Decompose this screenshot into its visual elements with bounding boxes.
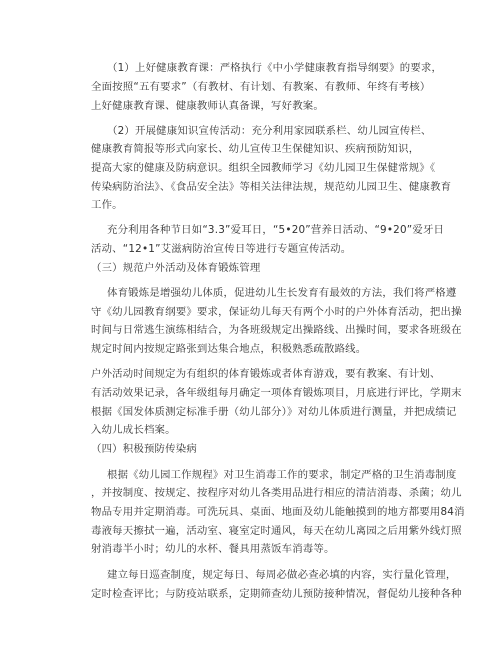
text-line: 户外活动时间规定为有组织的体育锻炼或者体育游戏，要有教案、有计划、 (91, 368, 441, 380)
text-line: 上好健康教育课、健康教师认真备课，写好教案。 (91, 100, 324, 112)
text-line: 守《幼儿园教育纲要》要求，保证幼儿每天有两个小时的户外体育活动，把出操 (91, 306, 462, 318)
text-line: 充分利用各种节日如“3.3”爱耳日，“5•20”营养日活动、“9•20”爱牙日 (107, 224, 445, 236)
text-line: 毒液每天擦拭一遍，活动室、寝室定时通风，每天在幼儿离园之后用紫外线灯照 (91, 525, 462, 537)
section-heading: （四）积极预防传染病 (91, 443, 197, 455)
text-line: 建立每日巡查制度，规定每日、每周必做必查必填的内容，实行量化管理， (107, 569, 457, 581)
text-line: 物品专用并定期消毒。可洗玩具、桌面、地面及幼儿能触摸到的地方都要用84消 (91, 506, 465, 518)
text-line: 根据《幼儿园工作规程》对卫生消毒工作的要求，制定严格的卫生消毒制度 (107, 469, 457, 481)
text-line: ，并按制度、按规定、按程序对幼儿各类用品进行相应的清洁消毒、杀菌；幼儿 (91, 487, 462, 499)
text-line: 有活动效果记录，各年级组每月确定一项体育锻炼项目，月底进行评比，学期末 (91, 387, 462, 399)
text-line: 提高大家的健康及防病意识。组织全园教师学习《幼儿园卫生保健常规》《 (91, 162, 436, 174)
text-line: （2）开展健康知识宣传活动：充分利用家园联系栏、幼儿园宣传栏、 (107, 125, 432, 137)
text-line: 工作。 (91, 199, 123, 211)
text-line: 射消毒半小时；幼儿的水杯、餐具用蒸饭车消毒等。 (91, 543, 335, 555)
text-line: 健康教育简报等形式向家长、幼儿宣传卫生保健知识、疾病预防知识， (91, 143, 420, 155)
text-line: 时间与日常逃生演练相结合，为各班级规定出操路线、出操时间，要求各班级在 (91, 324, 462, 336)
text-line: 全面按照“五有要求”（有教材、有计划、有教案、有教师、年终有考核） (91, 81, 431, 93)
text-line: 根据《国发体质测定标准手册（幼儿部分）》对幼儿体质进行测量，并把成绩记 (91, 406, 457, 418)
text-line: 活动、“12•1”艾滋病防治宣传日等进行专题宣传活动。 (91, 243, 352, 255)
section-heading: （三）规范户外活动及体育锻炼管理 (91, 262, 261, 274)
text-line: 规定时间内按规定路张到达集合地点，积极熟悉疏散路线。 (91, 343, 367, 355)
text-line: 入幼儿成长档案。 (91, 424, 176, 436)
text-line: 体育锻炼是增强幼儿体质，促进幼儿生长发育有最效的方法，我们将严格遵 (107, 287, 457, 299)
text-line: （1）上好健康教育课：严格执行《中小学健康教育指导纲要》的要求， (107, 62, 443, 74)
text-line: 传染病防治法》、《食品安全法》等相关法律法规，规范幼儿园卫生、健康教育 (91, 181, 452, 193)
text-line: 定时检查评比；与防疫站联系，定期筛查幼儿预防接种情况，督促幼儿接种各种 (91, 588, 462, 600)
